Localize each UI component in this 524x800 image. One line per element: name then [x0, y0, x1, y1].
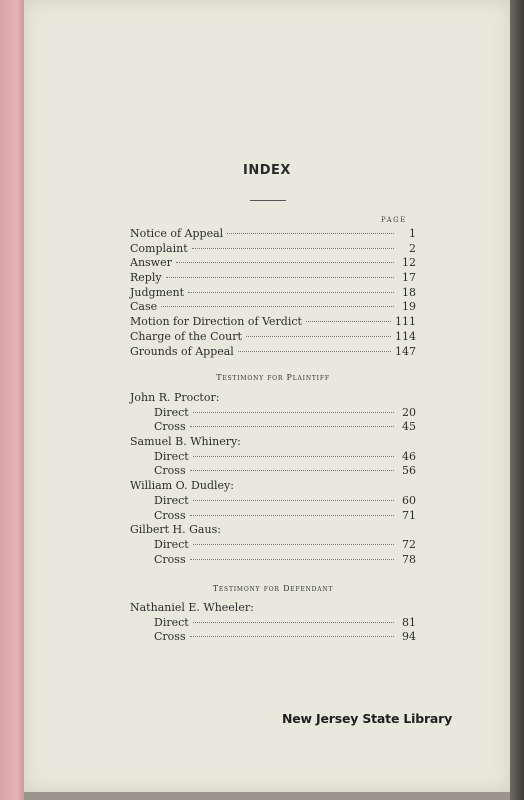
witness-name: John R. Proctor: [130, 391, 220, 404]
entry-label: Grounds of Appeal [130, 344, 234, 358]
entry-label: Answer [130, 256, 172, 270]
index-entry [130, 227, 416, 242]
dot-leader [161, 306, 394, 307]
testimony-type: Direct [154, 493, 189, 507]
testimony-entry [130, 509, 416, 524]
index-entry [130, 242, 416, 257]
dot-leader [227, 233, 394, 234]
testimony-page: 56 [402, 464, 416, 478]
index-entry [130, 345, 416, 360]
entry-page: 147 [395, 344, 416, 358]
page-title: INDEX [243, 163, 291, 178]
testimony-page: 46 [402, 449, 416, 463]
entry-label: Case [130, 300, 158, 314]
dot-leader [190, 515, 394, 516]
testimony-entry [130, 538, 416, 553]
entry-page: 2 [409, 241, 416, 255]
testimony-type: Direct [154, 449, 189, 463]
testimony-page: 94 [402, 630, 416, 644]
testimony-entry [130, 450, 416, 465]
entry-page: 17 [402, 271, 416, 285]
testimony-type: Direct [154, 405, 189, 419]
dot-leader [192, 248, 394, 249]
pink-cover-edge [0, 0, 24, 800]
testimony-page: 72 [402, 537, 416, 551]
testimony-page: 71 [402, 508, 416, 522]
defendant-witness-list [130, 601, 416, 645]
plaintiff-witness-list [130, 391, 416, 567]
entry-page: 111 [395, 315, 416, 329]
entry-page: 18 [402, 285, 416, 299]
document-page [24, 0, 510, 792]
entry-page: 19 [402, 300, 416, 314]
library-stamp: New Jersey State Library [282, 711, 453, 726]
dot-leader [193, 622, 394, 623]
testimony-type: Cross [154, 420, 186, 434]
dot-leader [193, 544, 394, 545]
dot-leader [306, 321, 391, 322]
dot-leader [238, 351, 391, 352]
dot-leader [166, 277, 394, 278]
entry-page: 114 [395, 329, 416, 343]
testimony-page: 45 [402, 420, 416, 434]
index-entry [130, 271, 416, 286]
entry-page: 12 [402, 256, 416, 270]
page-column-label: PAGE [381, 216, 407, 224]
dot-leader [190, 426, 394, 427]
testimony-page: 81 [402, 615, 416, 629]
dot-leader [193, 500, 394, 501]
entry-label: Judgment [130, 285, 185, 299]
testimony-page: 20 [402, 405, 416, 419]
testimony-type: Cross [154, 630, 186, 644]
dot-leader [190, 559, 394, 560]
testimony-type: Cross [154, 552, 186, 566]
defendant-section-heading: Testimony for Defendant [212, 584, 334, 593]
testimony-entry [130, 630, 416, 645]
entry-label: Reply [130, 271, 162, 285]
witness-name: Samuel B. Whinery: [130, 435, 241, 449]
testimony-entry [130, 553, 416, 568]
testimony-type: Cross [154, 464, 186, 478]
testimony-entry [130, 406, 416, 421]
witness-name: Gilbert H. Gaus: [130, 523, 221, 537]
index-entries [130, 227, 416, 644]
testimony-page: 78 [402, 552, 416, 566]
testimony-type: Cross [154, 508, 186, 522]
dot-leader [188, 292, 394, 293]
dot-leader [193, 456, 394, 457]
index-entry [130, 256, 416, 271]
index-entry [130, 300, 416, 315]
entry-label: Charge of the Court [130, 329, 242, 343]
dot-leader [190, 636, 394, 637]
plaintiff-section-heading: Testimony for Plaintiff [216, 373, 330, 382]
witness-name: Nathaniel E. Wheeler: [130, 601, 254, 614]
testimony-entry [130, 464, 416, 479]
testimony-type: Direct [154, 615, 189, 629]
page-bottom-edge [24, 792, 510, 800]
dot-leader [246, 336, 391, 337]
dot-leader [193, 412, 394, 413]
entry-page: 1 [409, 227, 416, 240]
main-entry-list [130, 227, 416, 359]
dot-leader [190, 470, 394, 471]
entry-label: Notice of Appeal [130, 227, 224, 240]
dot-leader [176, 262, 394, 263]
testimony-page: 60 [402, 493, 416, 507]
testimony-entry [130, 616, 416, 631]
entry-label: Motion for Direction of Verdict [130, 315, 302, 329]
testimony-entry [130, 420, 416, 435]
witness-name: William O. Dudley: [130, 479, 234, 493]
title-divider [250, 200, 286, 201]
entry-label: Complaint [130, 241, 188, 255]
testimony-entry [130, 494, 416, 509]
testimony-type: Direct [154, 537, 189, 551]
index-entry [130, 286, 416, 301]
page-binding-edge [510, 0, 524, 800]
index-entry [130, 330, 416, 345]
index-entry [130, 315, 416, 330]
